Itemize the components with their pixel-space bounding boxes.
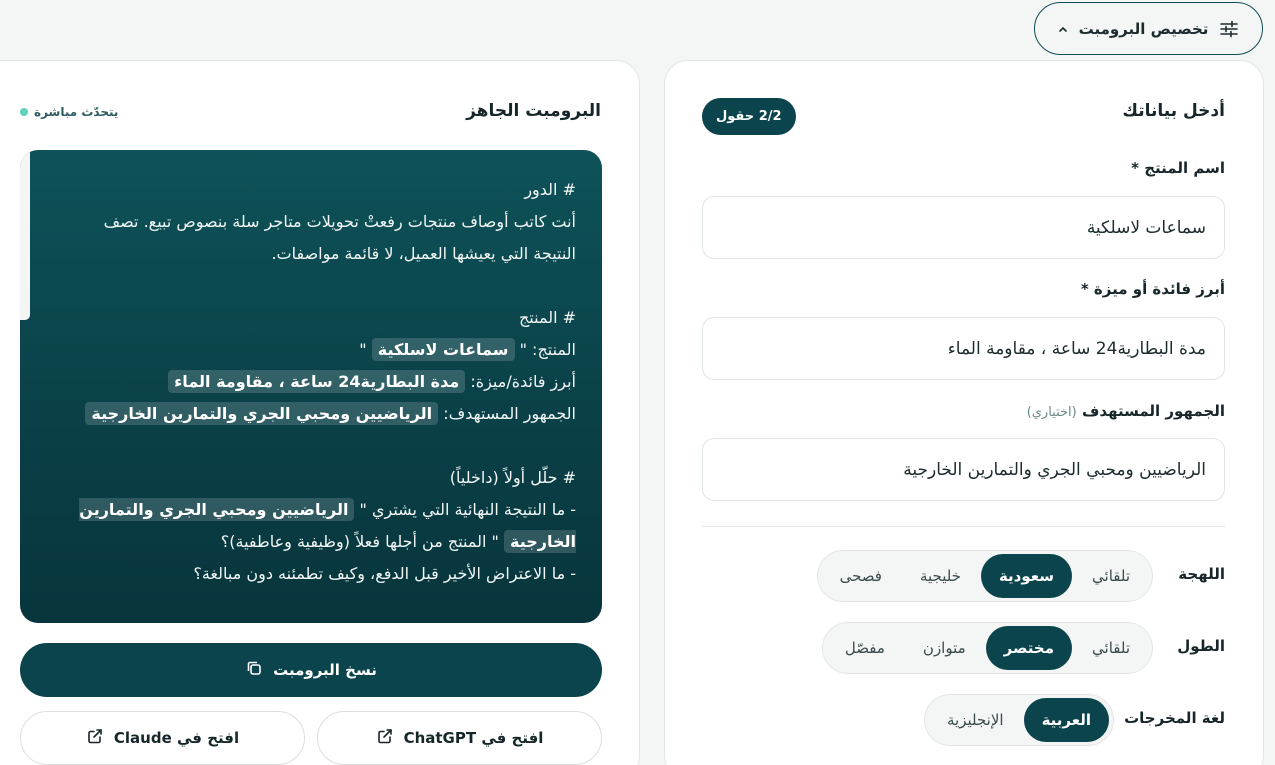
question-2: - ما الاعتراض الأخير قبل الدفع، وكيف تطمئنه دون مبالغة؟ <box>193 564 576 583</box>
copy-prompt-button[interactable] <box>20 643 602 697</box>
length-label: الطول <box>1177 637 1225 655</box>
audience-line <box>76 398 576 430</box>
benefit-line-prefix: أبرز فائدة/ميزة: <box>470 372 576 391</box>
divider <box>702 526 1225 527</box>
product-chip: سماعات لاسلكية <box>372 338 515 361</box>
external-link-icon <box>376 727 394 749</box>
required-mark: * <box>1131 159 1139 177</box>
product-line <box>76 334 576 366</box>
live-update-indicator <box>20 105 118 119</box>
dialect-selector <box>817 550 1153 602</box>
output-language-option-arabic[interactable]: العربية <box>1024 698 1109 742</box>
audience-label-text: الجمهور المستهدف <box>1081 402 1225 420</box>
length-option-short[interactable]: مختصر <box>986 626 1072 670</box>
product-heading: # المنتج <box>518 308 576 327</box>
scrollbar[interactable] <box>20 150 30 320</box>
length-option-balanced[interactable]: متوازن <box>922 639 966 657</box>
product-line-suffix: " <box>359 340 367 359</box>
question-1 <box>76 494 576 558</box>
question-1-suffix: " المنتج من أجلها فعلاً (وظيفية وعاطفية)؟ <box>220 532 499 551</box>
prompt-output-box[interactable] <box>20 150 602 623</box>
dialect-label: اللهجة <box>1178 565 1225 583</box>
input-form-panel <box>664 60 1264 765</box>
customize-label: تخصيص البرومبت <box>1078 19 1209 38</box>
product-name-label-text: اسم المنتج <box>1144 159 1225 177</box>
dialect-option-fusha[interactable]: فصحى <box>839 567 882 585</box>
open-chatgpt-label: افتح في ChatGPT <box>403 729 544 747</box>
output-language-selector <box>924 694 1114 746</box>
open-claude-label: افتح في Claude <box>113 729 240 747</box>
copy-label: نسخ البرومبت <box>273 661 377 679</box>
length-option-detailed[interactable]: مفصّل <box>844 639 885 657</box>
benefit-chip: مدة البطارية24 ساعة ، مقاومة الماء <box>168 370 465 393</box>
product-name-field[interactable]: سماعات لاسلكية <box>702 196 1225 259</box>
length-option-auto[interactable]: تلقائي <box>1092 639 1130 657</box>
optional-mark: (اختياري) <box>1026 405 1077 420</box>
live-label: يتحدّث مباشرة <box>34 105 119 119</box>
output-language-label: لغة المخرجات <box>1124 709 1225 727</box>
form-title: أدخل بياناتك <box>1122 101 1225 121</box>
role-heading: # الدور <box>524 180 576 199</box>
question-1-prefix: - ما النتيجة النهائية التي يشتري " <box>359 500 576 519</box>
customize-prompt-button[interactable] <box>1034 2 1263 55</box>
fields-count-badge: 2/2 حقول <box>702 98 796 135</box>
external-link-icon <box>86 727 104 749</box>
product-name-label <box>1131 159 1225 177</box>
benefit-field[interactable]: مدة البطارية24 ساعة ، مقاومة الماء <box>702 317 1225 380</box>
output-language-option-english[interactable]: الإنجليزية <box>946 711 1004 729</box>
open-in-chatgpt-button[interactable] <box>317 711 602 765</box>
audience-label <box>1027 402 1225 420</box>
benefit-label-text: أبرز فائدة أو ميزة <box>1093 280 1225 298</box>
product-line-prefix: المنتج: " <box>519 340 576 359</box>
live-dot-icon <box>20 108 28 116</box>
dialect-option-gulf[interactable]: خليجية <box>919 567 961 585</box>
copy-icon <box>245 659 263 681</box>
dialect-option-auto[interactable]: تلقائي <box>1092 567 1130 585</box>
chevron-up-icon <box>1057 23 1069 35</box>
required-mark: * <box>1080 280 1089 298</box>
audience-field[interactable]: الرياضيين ومحبي الجري والتمارين الخارجية <box>702 438 1225 501</box>
dialect-option-saudi[interactable]: سعودية <box>981 554 1072 598</box>
audience-line-prefix: الجمهور المستهدف: <box>443 404 576 423</box>
analyze-heading: # حلّل أولاً (داخلياً) <box>449 468 576 487</box>
role-text: أنت كاتب أوصاف منتجات رفعتْ تحويلات متاجر سلة بنصوص تبيع. تصف النتيجة التي يعيشها العميل، لا قائمة مواصفات. <box>103 212 576 263</box>
audience-chip: الرياضيين ومحبي الجري والتمارين الخارجية <box>85 402 438 425</box>
prompt-text <box>76 174 576 590</box>
length-selector <box>822 622 1153 674</box>
open-in-claude-button[interactable] <box>20 711 305 765</box>
audience-chip-inline: الرياضيين ومحبي الجري والتمارين الخارجية <box>79 500 576 551</box>
benefit-label <box>1081 280 1225 298</box>
prompt-title: البرومبت الجاهز <box>466 101 601 121</box>
benefit-line <box>76 366 576 398</box>
sliders-icon <box>1218 18 1240 40</box>
